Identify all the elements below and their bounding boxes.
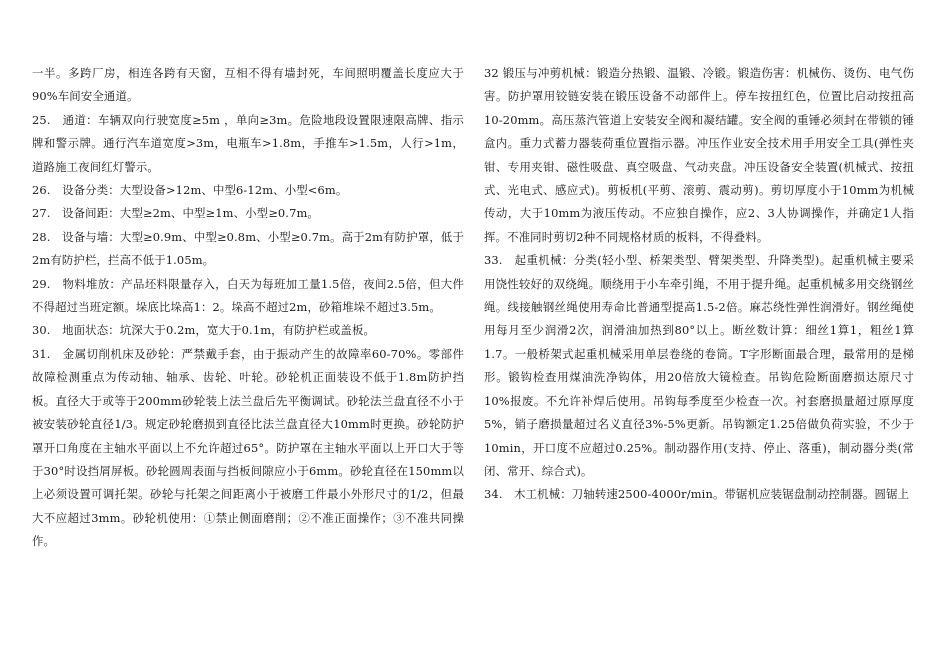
paragraph-27-equipment-spacing: 27. 设备间距：大型≥2m、中型≥1m、小型≥0.7m。 (32, 206, 319, 221)
paragraph-29-material-stacking: 29. 物料堆放：产品坯料限量存入，白天为每班加工量1.5倍，夜间2.5倍，但大件不得超过当班定额。垛底比垛高1：2。垛高不超过2m，砂箱堆垛不超过3.5m。 (32, 276, 464, 315)
paragraph-continuation: 一半。多跨厂房，相连各跨有天窗，互相不得有墙封死，车间照明覆盖长度应大于90%车间安全通道。 (32, 66, 464, 104)
paragraph-26-equipment-class: 26. 设备分类：大型设备>12m、中型6-12m、小型<6m。 (32, 183, 348, 198)
paragraph-28-equipment-wall: 28. 设备与墙：大型≥0.9m、中型≥0.8m、小型≥0.7m。高于2m有防护罩，低于2m有防护栏，拦高不低于1.05m。 (32, 229, 464, 268)
paragraph-32-forging: 32 锻压与冲剪机械：锻造分热锻、温锻、冷锻。锻造伤害：机械伤、烫伤、电气伤害。防护罩用铰链安装在锻压设备不动部件上。停车按扭红色，位置比启动按扭高10-20mm。高压蒸汽管道上安装安全阀和凝结罐。安全阀的重锤必须封在带锁的锤盒内。重力式蓄力器装荷重位置指示器。冲压作业安全技术用手用安全工具(弹性夹钳、专用夹钳、磁性吸盘、真空吸盘、气动夹盘。冲压设备安全装置(机械式、按扭式、光电式、感应式)。剪板机(平剪、滚剪、震动剪)。剪切厚度小于10mm为机械传动，大于10mm为液压传动。不应独自操作，应2、3人协调操作，并确定1人指挥。不准同时剪切2种不同规格材质的板料，不得叠料。 (484, 66, 914, 244)
paragraph-34-woodworking: 34. 木工机械：刀轴转速2500-4000r/min。带锯机应装锯盘制动控制器。圆锯上 (484, 487, 910, 502)
left-column (32, 62, 464, 554)
paragraph-33-lifting: 33. 起重机械：分类(轻小型、桥架类型、臂架类型、升降类型)。起重机械主要采用饶性较好的双绕绳。顺绕用于小车牵引绳，不用于提升绳。起重机械多用交绕钢丝绳。线接触钢丝绳使用寿命比普通型提高1.5-2倍。麻芯绕性弹性润滑好。钢丝绳使用每月至少润滑2次，润滑油加热到80°以上。断丝数计算：细丝1算1，粗丝1算1.7。一般桥架式起重机械采用单层卷绕的卷筒。T字形断面最合理，最常用的是梯形。锻钩检查用煤油洗净钩体，用20倍放大镜检查。吊钩危险断面磨损达原尺寸10%报废。不允许补焊后使用。吊钩每季度至少检查一次。衬套磨损量超过原厚度5%，销子磨损量超过名义直径3%-5%更新。吊钩额定1.25倍做负荷实验，不少于10min，开口度不应超过0.25%。制动器作用(支持、停止、落重)，制动器分类(常闭、常开、综合式)。 (484, 253, 914, 478)
paragraph-30-ground-condition: 30. 地面状态：坑深大于0.2m，宽大于0.1m，有防护栏或盖板。 (32, 323, 376, 338)
right-column (484, 62, 914, 507)
paragraph-31-grinding: 31. 金属切削机床及砂轮：严禁戴手套，由于振动产生的故障率60-70%。零部件故障检测重点为传动轴、轴承、齿轮、叶轮。砂轮机正面装设不低于1.8m防护挡板。直径大于或等于200mm砂轮装上法兰盘后先平衡调试。砂轮法兰盘直径不小于被安装砂轮直径1/3。规定砂轮磨损到直径比法兰盘直径大10mm时更换。砂轮防护罩开口角度在主轴水平面以上不允许超过65°。防护罩在主轴水平面以上开口大于等于30°时设挡屑屏板。砂轮圆周表面与挡板间隙应小于6mm。砂轮直径在150mm以上必须设置可调托架。砂轮与托架之间距离小于被磨工件最小外形尺寸的1/2，但最大不应超过3mm。砂轮机使用：①禁止侧面磨削；②不准正面操作；③不准共同操作。 (32, 346, 464, 549)
paragraph-25-passage: 25. 通道：车辆双向行驶宽度≥5m ，单向≥3m。危险地段设置限速限高牌、指示牌和警示牌。通行汽车道宽度>3m，电瓶车>1.8m，手推车>1.5m，人行>1m，道路施工夜间红灯警示。 (32, 112, 464, 174)
